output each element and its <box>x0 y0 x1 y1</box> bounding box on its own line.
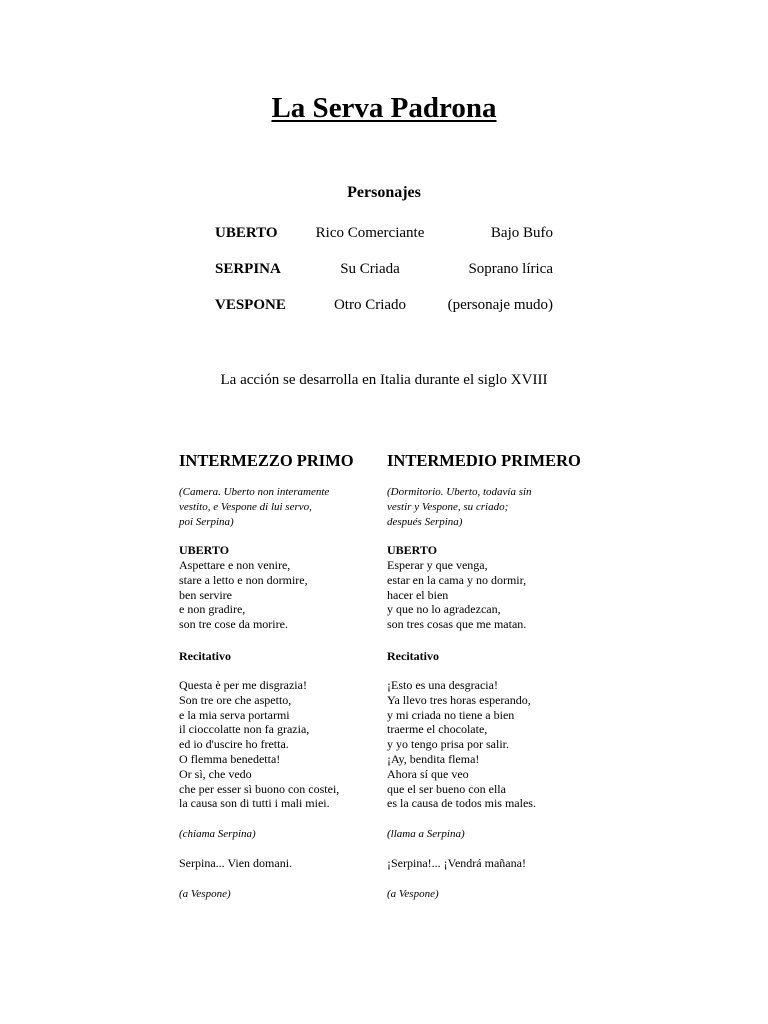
stage-direction: (a Vespone) <box>387 888 439 900</box>
speaker-name: UBERTO <box>179 543 230 557</box>
aria-text: Esperar y que venga, estar en la cama y no dormir, hacer el bien y que no lo agradezcan, son tres cosas que me matan. <box>387 558 527 632</box>
stage-direction: (chiama Serpina) <box>179 828 256 840</box>
character-name: UBERTO <box>215 225 278 241</box>
verse-line: ¡Serpina!... ¡Vendrá mañana! <box>387 856 526 870</box>
page-title: La Serva Padrona <box>271 92 497 124</box>
verse-line: Serpina... Vien domani. <box>179 856 293 870</box>
recitativo-text: Questa è per me disgrazia! Son tre ore che aspetto, e la mia serva portarmi il cioccolatte non fa grazia, ed io d'uscire ho fretta. O flemma benedetta! Or sì, che vedo che per esser sì buono con costei, la causa son di tutti i mali miei. <box>179 678 340 811</box>
stage-direction: (a Vespone) <box>179 888 231 900</box>
setting-note: La acción se desarrolla en Italia durante el siglo XVIII <box>220 372 548 388</box>
character-voice: Bajo Bufo <box>490 225 553 241</box>
character-role: Rico Comerciante <box>315 225 425 241</box>
stage-direction: (llama a Serpina) <box>387 828 465 840</box>
character-name: SERPINA <box>215 261 281 277</box>
character-role: Otro Criado <box>333 297 407 313</box>
stage-direction: (Dormitorio. Uberto, todavía sin vestir y Vespone, su criado; después Serpina) <box>387 486 532 528</box>
character-name: VESPONE <box>215 297 286 313</box>
section-heading: INTERMEZZO PRIMO <box>179 451 354 470</box>
characters-heading: Personajes <box>347 184 421 201</box>
section-heading: INTERMEDIO PRIMERO <box>387 451 581 470</box>
character-role: Su Criada <box>340 261 400 277</box>
character-voice: Soprano lírica <box>468 261 553 277</box>
character-voice: (personaje mudo) <box>447 297 553 313</box>
recitativo-text: ¡Esto es una desgracia! Ya llevo tres horas esperando, y mi criada no tiene a bien traerme el chocolate, y yo tengo prisa por salir. ¡Ay, bendita flema! Ahora sí que veo que el ser bueno con ella es la causa de todos mis males. <box>387 678 536 811</box>
stage-direction: (Camera. Uberto non interamente vestito, e Vespone di lui servo, poi Serpina) <box>179 486 330 528</box>
recitativo-label: Recitativo <box>387 649 439 663</box>
aria-text: Aspettare e non venire, stare a letto e non dormire, ben servire e non gradire, son tre cose da morire. <box>179 558 308 632</box>
speaker-name: UBERTO <box>387 543 438 557</box>
recitativo-label: Recitativo <box>179 649 231 663</box>
